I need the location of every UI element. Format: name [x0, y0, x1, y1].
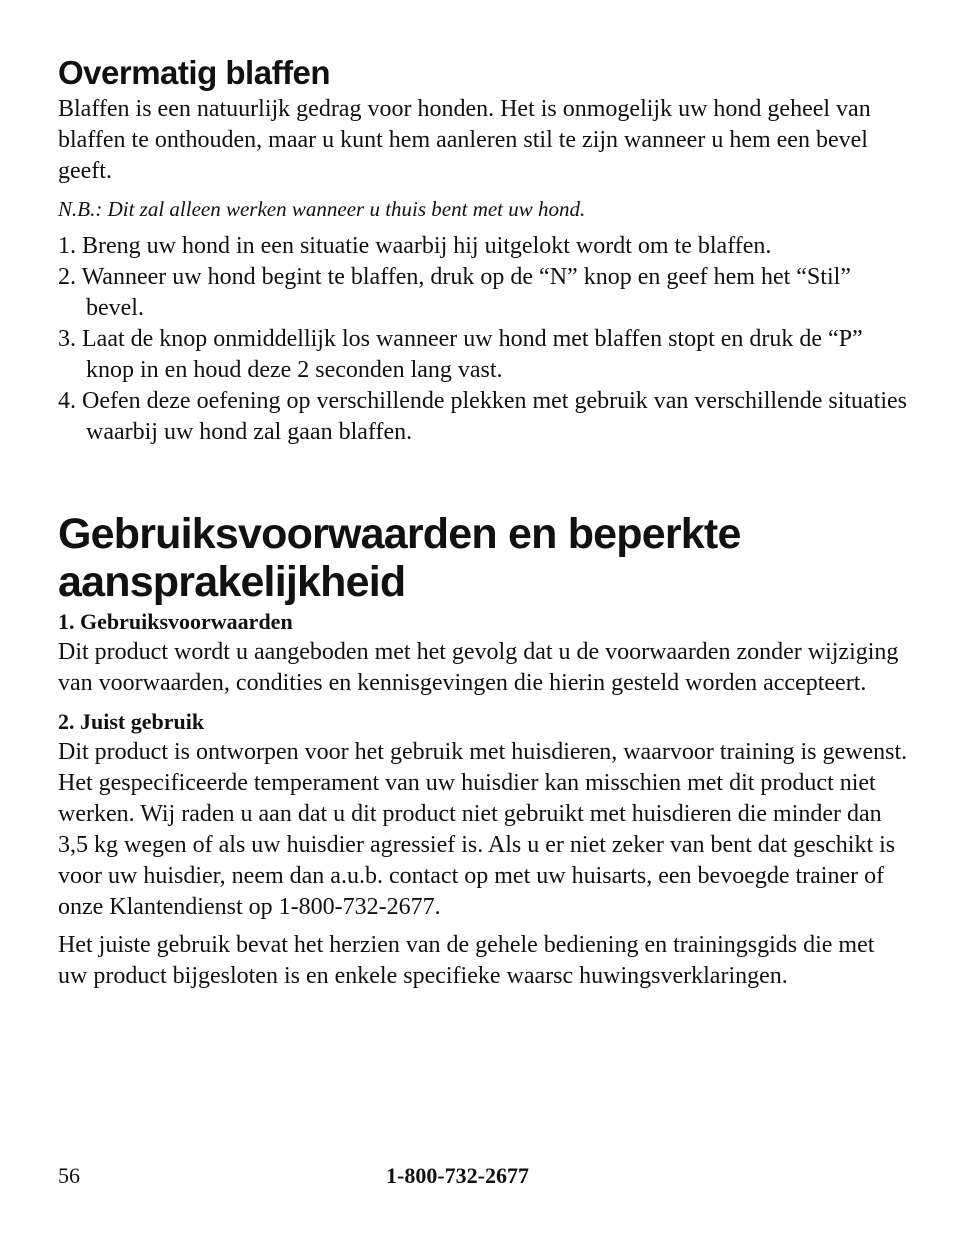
note-text: N.B.: Dit zal alleen werken wanneer u thuis bent met uw hond.: [58, 197, 586, 221]
page-number: 56: [58, 1163, 80, 1188]
footer-phone: 1-800-732-2677: [386, 1163, 529, 1188]
intro-paragraph: Blaffen is een natuurlijk gedrag voor honden. Het is onmogelijk uw hond geheel van blaffen te onthouden, maar u kunt hem aanleren stil te zijn wanneer u hem een bevel geeft.: [58, 96, 871, 184]
page-footer: [58, 1160, 908, 1192]
page-content: [58, 52, 908, 992]
list-item: 1. Breng uw hond in een situatie waarbij hij uitgelokt wordt om te blaffen.: [58, 233, 772, 259]
list-item: 3. Laat de knop onmiddellijk los wanneer uw hond met blaffen stopt en druk de “P” knop in en houd deze 2 seconden lang vast.: [58, 326, 863, 383]
heading-line-2: aansprakelijkheid: [58, 558, 406, 606]
proper-use-paragraph: Dit product is ontworpen voor het gebruik met huisdieren, waarvoor training is gewenst. Het gespecificeerde temperament van uw huisdier kan misschien met dit product niet werken. Wij raden u aan dat u dit product niet gebruikt met huisdieren die minder dan 3,5 kg wegen of als uw huisdier agressief is. Als u er niet zeker van bent dat geschikt is voor uw huisdier, neem dan a.u.b. contact op met uw huisarts, een bevoegde trainer of onze Klantendienst op 1-800-732-2677.: [58, 739, 908, 920]
subheading-terms: 1. Gebruiksvoorwaarden: [58, 609, 293, 634]
list-item: 4. Oefen deze oefening op verschillende plekken met gebruik van verschillende situaties waarbij uw hond zal gaan blaffen.: [58, 388, 908, 445]
steps-list: [58, 231, 908, 448]
heading-excessive-barking: Overmatig blaffen: [58, 54, 331, 91]
heading-line-1: Gebruiksvoorwaarden en beperkte: [58, 510, 741, 558]
subheading-proper-use: 2. Juist gebruik: [58, 709, 205, 734]
list-item: 2. Wanneer uw hond begint te blaffen, druk op de “N” knop en geef hem het “Stil” bevel.: [58, 264, 851, 321]
heading-terms-of-use: [58, 510, 908, 606]
terms-paragraph: Dit product wordt u aangeboden met het gevolg dat u de voorwaarden zonder wijziging van voorwaarden, condities en kennisgevingen die hierin gesteld worden accepteert.: [58, 639, 899, 696]
proper-use-paragraph-2: Het juiste gebruik bevat het herzien van de gehele bediening en trainingsgids die met uw product bijgesloten is en enkele specifieke waarsc huwingsverklaringen.: [58, 932, 875, 989]
section-spacer: [58, 448, 908, 510]
